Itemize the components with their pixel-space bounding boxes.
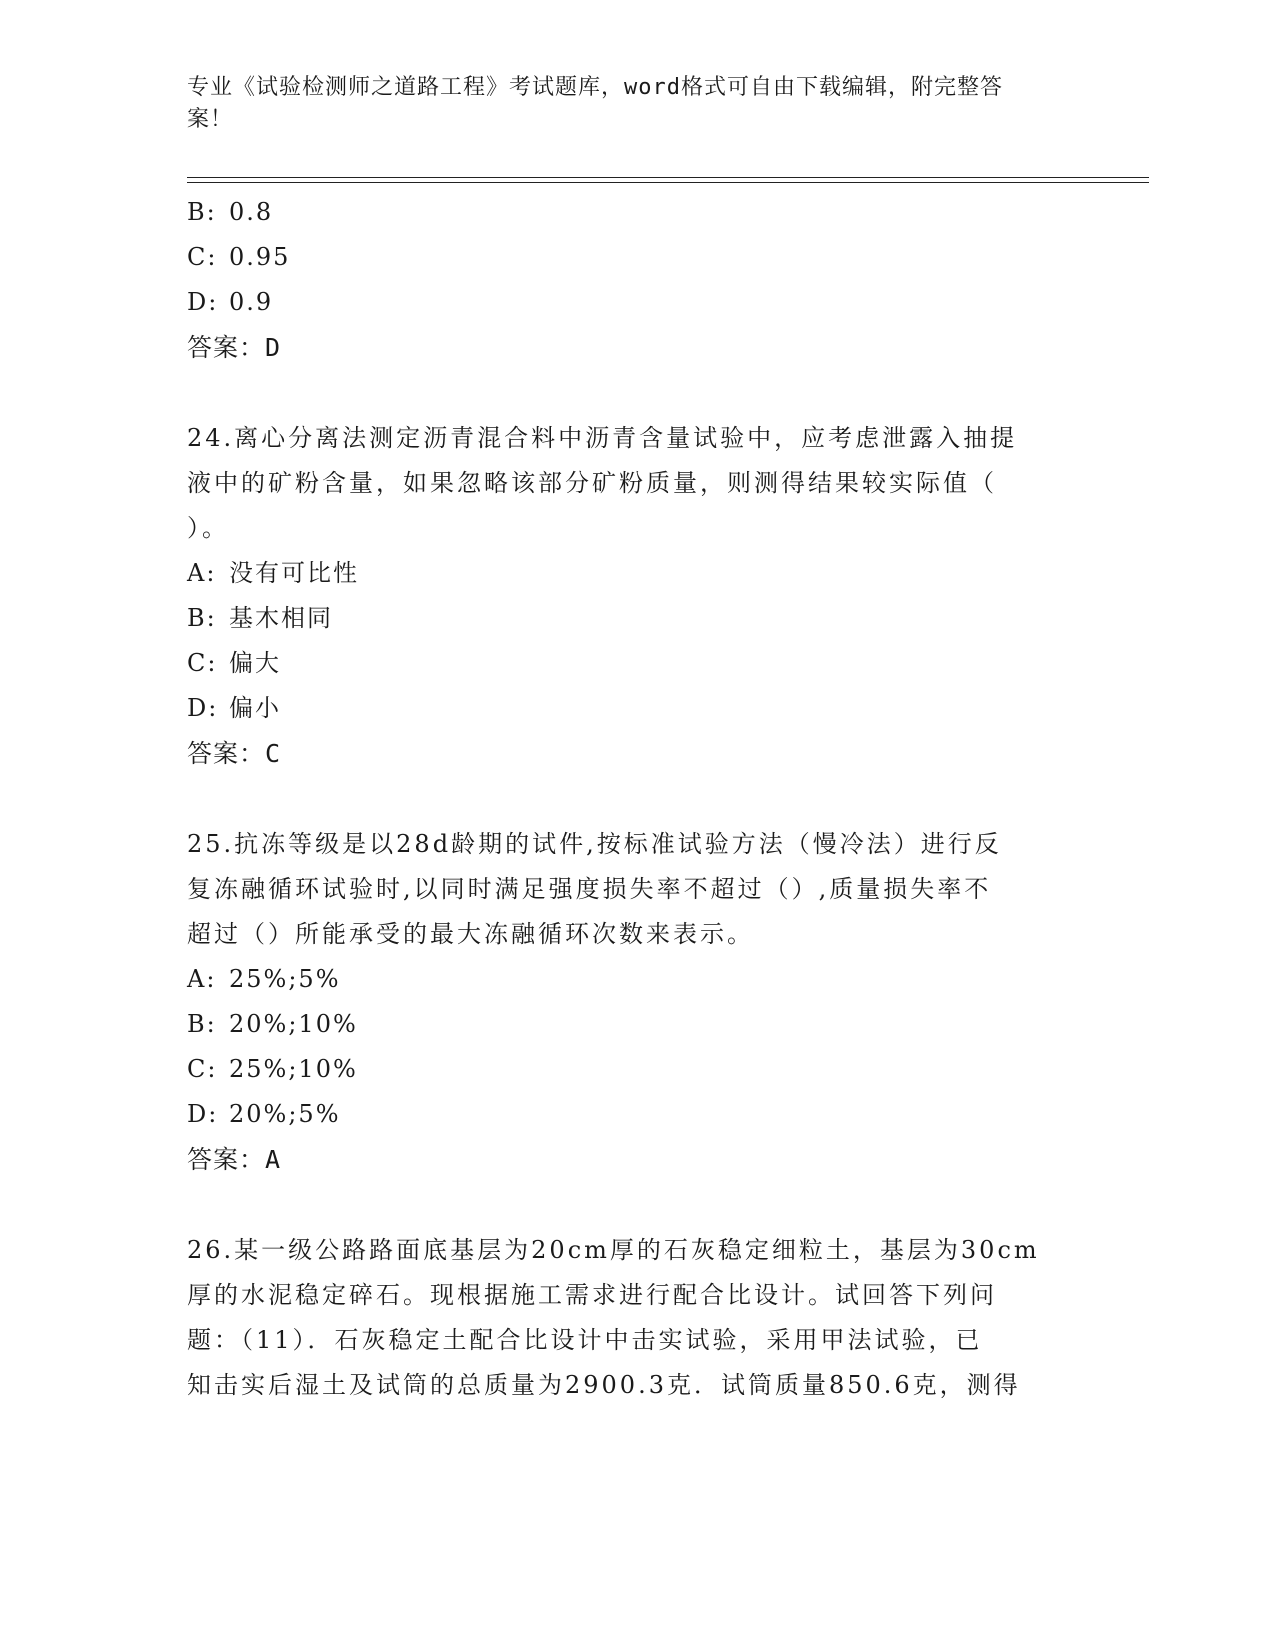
answer-line: 答案：D — [187, 333, 282, 362]
question-25 — [187, 822, 1087, 1183]
question-content — [187, 190, 1087, 1408]
question-text-line: 复冻融循环试验时,以同时满足强度损失率不超过（）,质量损失率不 — [187, 875, 992, 903]
option-d: D: 0.9 — [187, 288, 274, 316]
spacer — [187, 777, 1087, 822]
answer-line: 答案：A — [187, 1145, 282, 1174]
question-text-line: 液中的矿粉含量，如果忽略该部分矿粉质量，则测得结果较实际值（ — [187, 469, 997, 497]
option-b: B: 20%;10% — [187, 1010, 358, 1038]
document-header — [187, 72, 1067, 136]
question-text-line: 厚的水泥稳定碎石。现根据施工需求进行配合比设计。试回答下列问 — [187, 1281, 997, 1309]
question-text-line: 26.某一级公路路面底基层为20cm厚的石灰稳定细粒土，基层为30cm — [187, 1236, 1040, 1264]
question-text-line: ）。 — [187, 514, 229, 542]
spacer — [187, 1183, 1087, 1228]
header-divider-bottom — [187, 182, 1149, 183]
question-text-line: 超过（）所能承受的最大冻融循环次数来表示。 — [187, 920, 754, 948]
question-text-line: 题：（11）．石灰稳定土配合比设计中击实试验，采用甲法试验，已 — [187, 1326, 983, 1354]
question-text-line: 25.抗冻等级是以28d龄期的试件,按标准试验方法（慢冷法）进行反 — [187, 830, 1002, 858]
question-text-line: 知击实后湿土及试筒的总质量为2900.3克．试筒质量850.6克，测得 — [187, 1371, 1021, 1399]
option-d: D: 偏小 — [187, 694, 281, 722]
option-d: D: 20%;5% — [187, 1100, 341, 1128]
header-divider-top — [187, 177, 1149, 178]
question-23-tail — [187, 190, 1087, 371]
header-line-2: 案！ — [187, 107, 234, 132]
question-24 — [187, 416, 1087, 777]
option-c: C: 偏大 — [187, 649, 281, 677]
header-line-1: 专业《试验检测师之道路工程》考试题库，word格式可自由下载编辑，附完整答 — [187, 75, 1003, 100]
option-b: B: 0.8 — [187, 198, 274, 226]
answer-line: 答案：C — [187, 739, 282, 768]
question-26 — [187, 1228, 1087, 1408]
option-b: B: 基木相同 — [187, 604, 333, 632]
question-text-line: 24.离心分离法测定沥青混合料中沥青含量试验中，应考虑泄露入抽提 — [187, 424, 1018, 452]
option-a: A: 没有可比性 — [187, 559, 359, 587]
spacer — [187, 371, 1087, 416]
option-c: C: 0.95 — [187, 243, 291, 271]
option-a: A: 25%;5% — [187, 965, 341, 993]
option-c: C: 25%;10% — [187, 1055, 358, 1083]
